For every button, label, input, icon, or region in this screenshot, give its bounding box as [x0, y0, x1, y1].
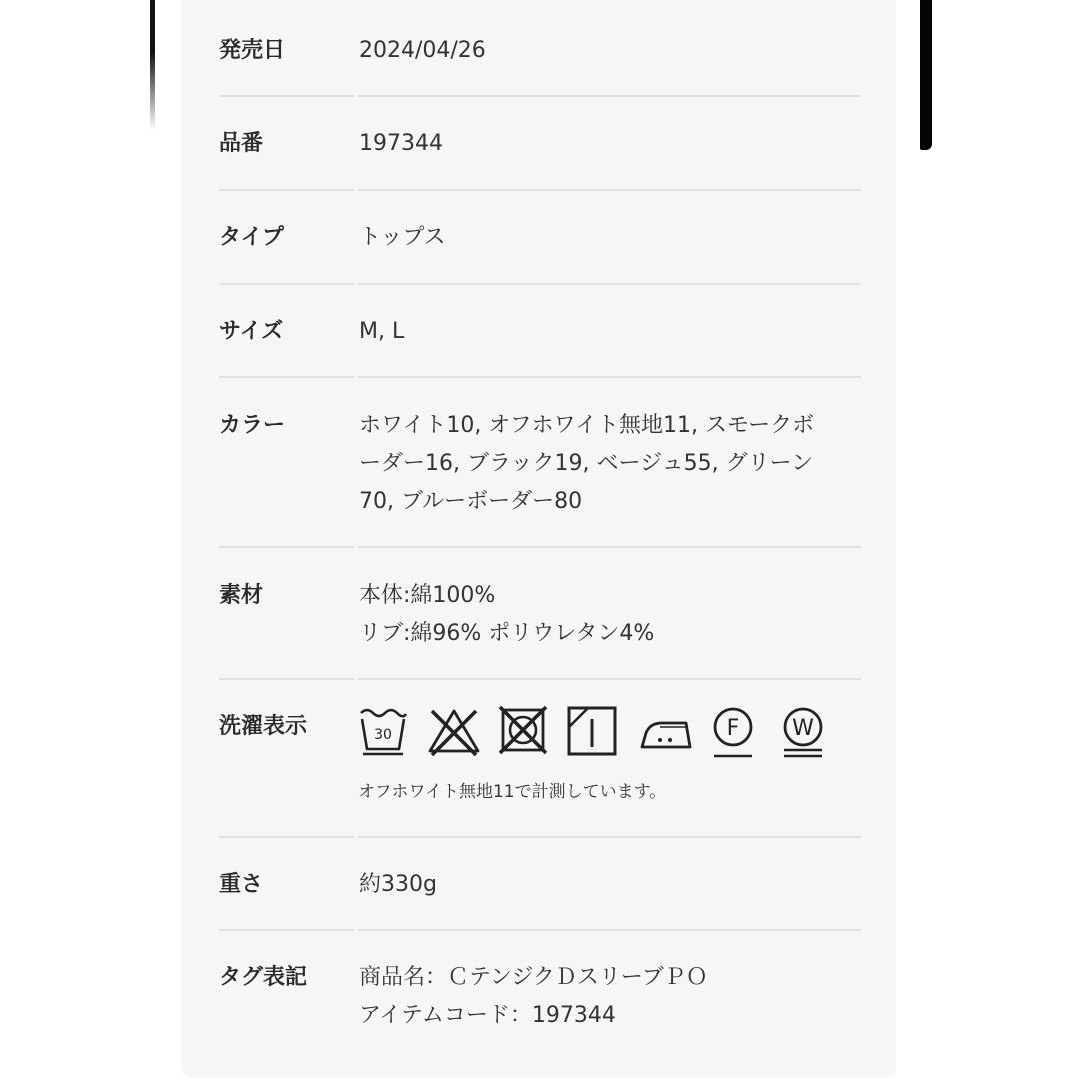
row-label: タイプ [219, 225, 284, 250]
row-value [359, 125, 861, 163]
row-label: タグ表記 [219, 965, 308, 990]
row-value-line: ホワイト10, オフホワイト無地11, スモークボ [359, 413, 815, 438]
iron-medium-icon [638, 705, 694, 757]
row-value-line: 約330g [359, 872, 437, 897]
divider [219, 95, 354, 97]
divider [358, 376, 861, 378]
wet-clean-w-icon [780, 705, 826, 761]
wet-clean-letter: W [792, 716, 814, 741]
row-value-line: リブ:綿96% ポリウレタン4% [359, 621, 655, 646]
divider [358, 283, 861, 285]
line-dry-shade-icon [566, 705, 618, 757]
row-label: 品番 [219, 131, 264, 156]
no-bleach-icon [426, 705, 482, 757]
background-edge-right [920, 0, 932, 150]
divider [219, 836, 354, 838]
wash-temp-label: 30 [374, 727, 392, 743]
dry-clean-f-icon [710, 705, 756, 761]
row-label: 素材 [219, 583, 264, 608]
row-value [359, 313, 861, 351]
row-value [359, 219, 861, 257]
no-tumble-dry-icon [498, 705, 548, 757]
row-value-line: 70, ブルーボーダー80 [359, 489, 583, 514]
row-value-line: M, L [359, 319, 405, 344]
row-value-line: アイテムコード：197344 [359, 1003, 616, 1028]
divider [219, 376, 354, 378]
row-label: 重さ [219, 872, 264, 897]
divider [358, 836, 861, 838]
divider [219, 283, 354, 285]
divider [358, 678, 861, 680]
row-value-line: 2024/04/26 [359, 38, 486, 63]
background-edge-left [150, 0, 155, 130]
divider [358, 546, 861, 548]
row-value-line: 197344 [359, 131, 443, 156]
row-value [359, 32, 861, 70]
divider [219, 929, 354, 931]
wash-30-icon [358, 705, 408, 757]
care-note: オフホワイト無地11で計測しています。 [358, 782, 667, 802]
row-label: カラー [219, 413, 286, 438]
row-label: 発売日 [219, 38, 286, 63]
divider [219, 546, 354, 548]
row-value-line: トップス [359, 225, 446, 250]
row-value [359, 866, 861, 904]
divider [358, 929, 861, 931]
row-value [359, 959, 861, 1035]
row-value-line: ーダー16, ブラック19, ベージュ55, グリーン [359, 451, 814, 476]
row-label: 洗濯表示 [219, 714, 308, 739]
care-icons [358, 705, 858, 761]
divider [219, 678, 354, 680]
divider [219, 189, 354, 191]
row-value [359, 407, 861, 521]
row-value-line: 商品名：ＣテンジクＤスリーブＰＯ [359, 965, 708, 990]
dry-clean-letter: F [726, 716, 740, 741]
divider [358, 189, 861, 191]
divider [358, 95, 861, 97]
row-label: サイズ [219, 319, 284, 344]
row-value [359, 577, 861, 653]
row-value-line: 本体:綿100% [359, 583, 496, 608]
